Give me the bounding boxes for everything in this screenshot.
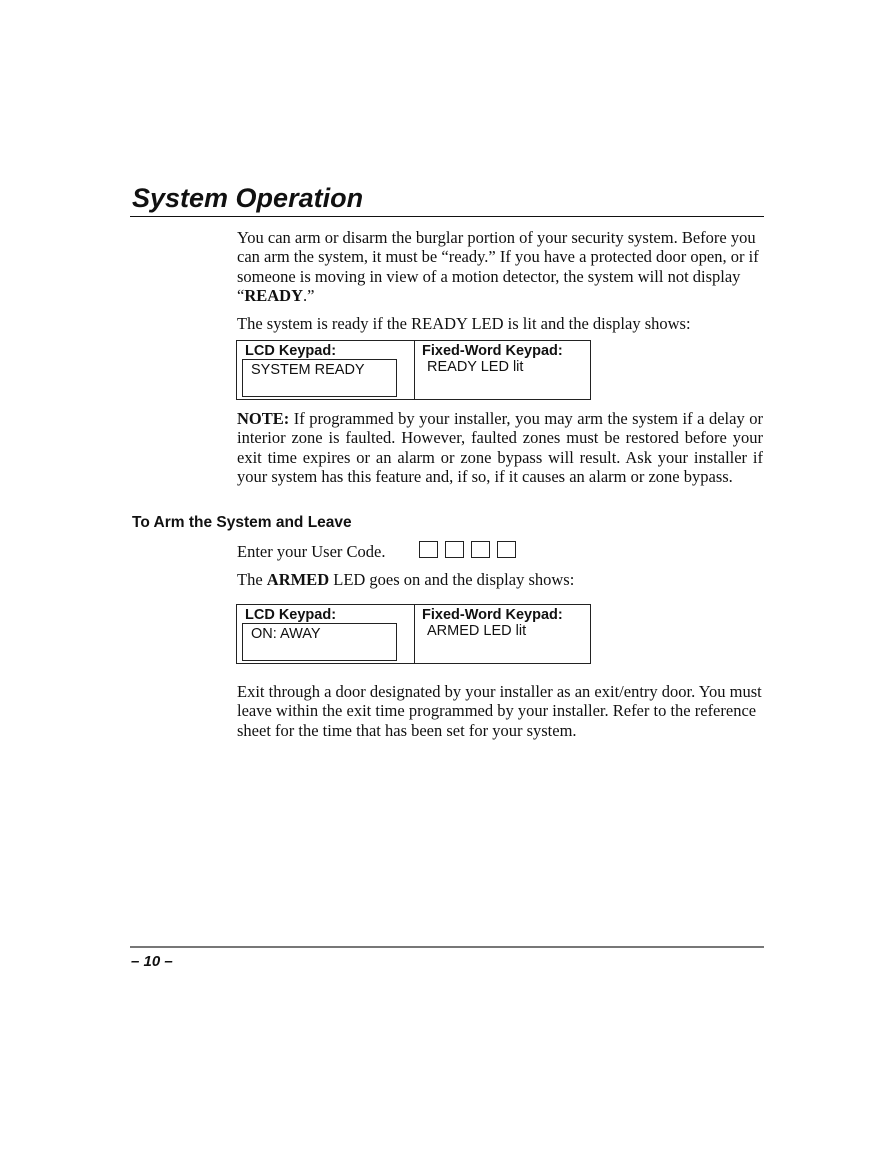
ready-word: READY (244, 286, 303, 306)
ready-condition-text: The system is ready if the READY LED is lit and the display shows: (237, 314, 691, 333)
table-divider (414, 341, 415, 399)
intro-paragraph (237, 228, 763, 306)
code-digit-box (497, 541, 516, 558)
fixed-word-keypad-header: Fixed-Word Keypad: (422, 343, 563, 359)
code-digit-box (445, 541, 464, 558)
note-text: If programmed by your installer, you may arm the system if a delay or interior zone is faulted. However, faulted zones must be restored before your exit time expires or an alarm or zone bypass will result. Ask your installer if your system has this feature and, if so, if it causes an alarm or zone bypass. (237, 409, 763, 487)
title-divider (130, 216, 764, 217)
exit-paragraph: Exit through a door designated by your installer as an exit/entry door. You must leave within the exit time programmed by your installer. Refer to the reference sheet for the time that has been set for your system. (237, 682, 762, 740)
table-divider (414, 605, 415, 663)
fixed-word-status: READY LED lit (427, 359, 524, 375)
fixed-word-status: ARMED LED lit (427, 623, 527, 639)
lcd-keypad-header: LCD Keypad: (245, 343, 337, 359)
armed-display-table (236, 604, 591, 664)
lcd-screen: SYSTEM READY (242, 359, 397, 397)
lcd-screen: ON: AWAY (242, 623, 397, 661)
armed-prefix: The (237, 570, 267, 589)
intro-text-end: .” (303, 286, 315, 306)
armed-line (237, 570, 763, 589)
armed-suffix: LED goes on and the display shows: (329, 570, 575, 589)
note-label: NOTE: (237, 409, 290, 428)
lcd-keypad-header: LCD Keypad: (245, 607, 337, 623)
fixed-word-keypad-header: Fixed-Word Keypad: (422, 607, 563, 623)
intro-text: You can arm or disarm the burglar portion of your security system. Before you can arm the system, it must be “ready.” If you have a protected door open, or if someone is moving in view of a motion detector, the system will not display “ (237, 228, 759, 306)
note-paragraph (237, 409, 763, 487)
user-code-boxes (419, 541, 516, 558)
page-title: System Operation (132, 183, 364, 213)
armed-word: ARMED (266, 570, 330, 589)
code-digit-box (419, 541, 438, 558)
code-digit-box (471, 541, 490, 558)
page-number: – 10 – (131, 953, 173, 970)
ready-display-table (236, 340, 591, 400)
user-code-prompt: Enter your User Code. (237, 542, 386, 561)
footer-divider (130, 946, 764, 948)
section-heading: To Arm the System and Leave (132, 514, 352, 531)
